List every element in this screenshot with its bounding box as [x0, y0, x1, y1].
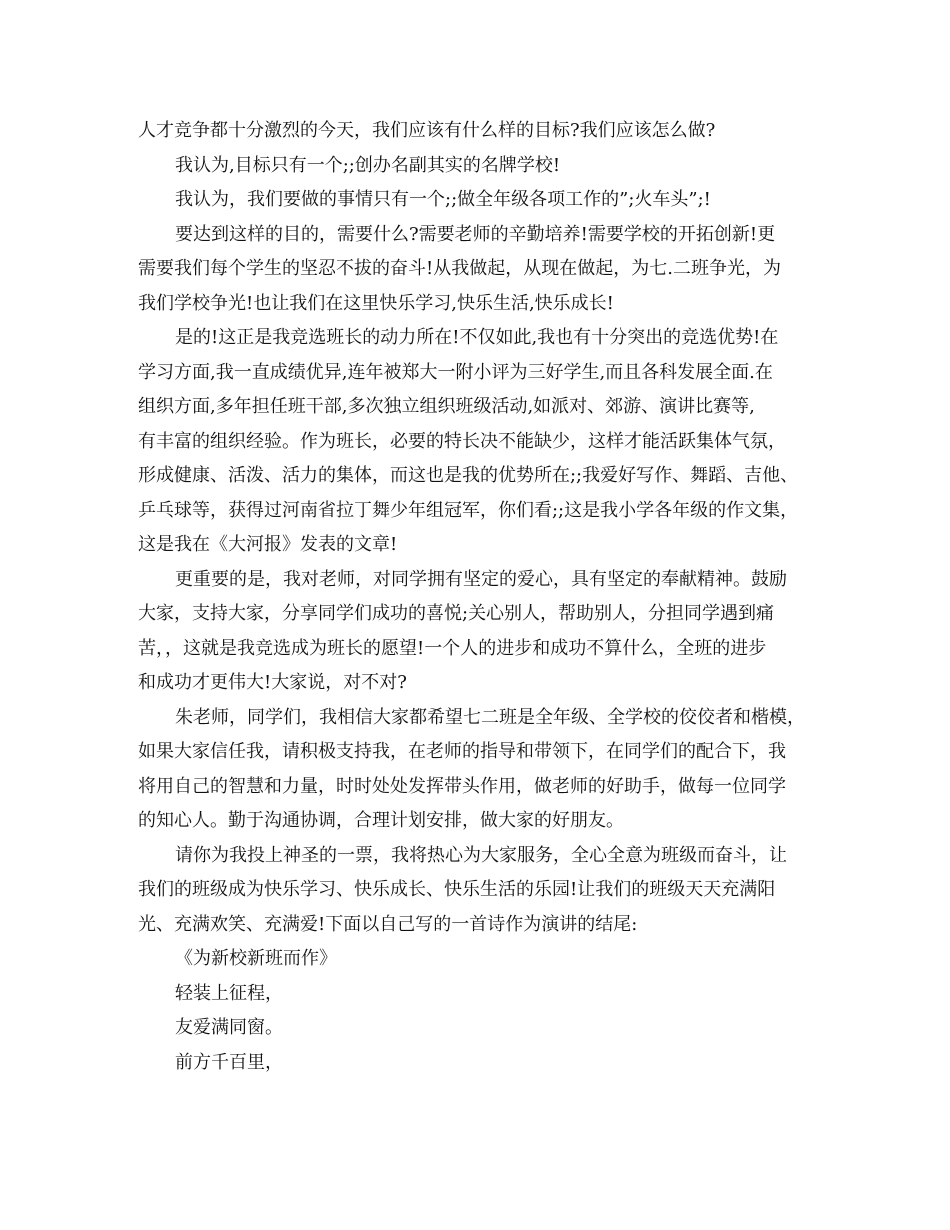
text-line: 组织方面,多年担任班干部,多次独立组织班级活动,如派对、郊游、演讲比赛等, — [138, 396, 755, 417]
text-line: 《为新校新班而作》 — [175, 948, 337, 969]
text-line: 和成功才更伟大!大家说，对不对? — [138, 672, 407, 693]
text-line: 我认为，我们要做的事情只有一个;;做全年级各项工作的”;火车头”;! — [175, 189, 711, 210]
text-line: 乒乓球等，获得过河南省拉丁舞少年组冠军，你们看;;这是我小学各年级的作文集， — [138, 499, 799, 521]
text-line: 我认为,目标只有一个;;创办名副其实的名牌学校! — [175, 154, 561, 176]
text-line: 形成健康、活泼、活力的集体，而这也是我的优势所在;;我爱好写作、舞蹈、吉他、 — [138, 465, 799, 486]
text-line: 的知心人。勤于沟通协调，合理计划安排，做大家的好朋友。 — [138, 810, 624, 831]
text-line: 学习方面,我一直成绩优异,连年被郑大一附小评为三好学生,而且各科发展全面.在 — [138, 361, 773, 383]
text-line: 苦，，这就是我竞选成为班长的愿望!一个人的进步和成功不算什么，全班的进步 — [138, 637, 767, 659]
text-line: 前方千百里， — [175, 1051, 283, 1073]
document-body — [138, 114, 818, 1080]
text-line: 我们的班级成为快乐学习、快乐成长、快乐生活的乐园!让我们的班级天天充满阳 — [138, 879, 776, 900]
text-line: 友爱满同窗。 — [175, 1017, 283, 1038]
text-line: 轻装上征程， — [175, 982, 283, 1004]
text-line: 需要我们每个学生的坚忍不拔的奋斗!从我做起，从现在做起，为七.二班争光，为 — [138, 258, 781, 279]
text-line: 是的!这正是我竞选班长的动力所在!不仅如此,我也有十分突出的竞选优势!在 — [175, 327, 779, 348]
text-line: 如果大家信任我，请积极支持我，在老师的指导和带领下，在同学们的配合下，我 — [138, 741, 786, 762]
text-line: 光、充满欢笑、充满爱!下面以自己写的一首诗作为演讲的结尾: — [138, 913, 638, 935]
text-line: 人才竞争都十分激烈的今天，我们应该有什么样的目标?我们应该怎么做? — [138, 120, 716, 141]
text-line: 请你为我投上神圣的一票，我将热心为大家服务，全心全意为班级而奋斗，让 — [175, 844, 787, 866]
text-line: 朱老师，同学们，我相信大家都希望七二班是全年级、全学校的佼佼者和楷模， — [175, 706, 805, 728]
text-line: 将用自己的智慧和力量，时时处处发挥带头作用，做老师的好助手，做每一位同学 — [138, 775, 786, 797]
text-line: 要达到这样的目的，需要什么?需要老师的辛勤培养!需要学校的开拓创新!更 — [175, 223, 776, 245]
text-line: 这是我在《大河报》发表的文章! — [138, 534, 398, 555]
text-line: 更重要的是，我对老师，对同学拥有坚定的爱心，具有坚定的奉献精神。鼓励 — [175, 568, 787, 590]
text-line: 大家，支持大家，分享同学们成功的喜悦;关心别人，帮助别人，分担同学遇到痛 — [138, 603, 775, 624]
text-line: 我们学校争光!也让我们在这里快乐学习,快乐生活,快乐成长! — [138, 292, 614, 314]
text-line: 有丰富的组织经验。作为班长，必要的特长决不能缺少，这样才能活跃集体气氛， — [138, 430, 786, 452]
